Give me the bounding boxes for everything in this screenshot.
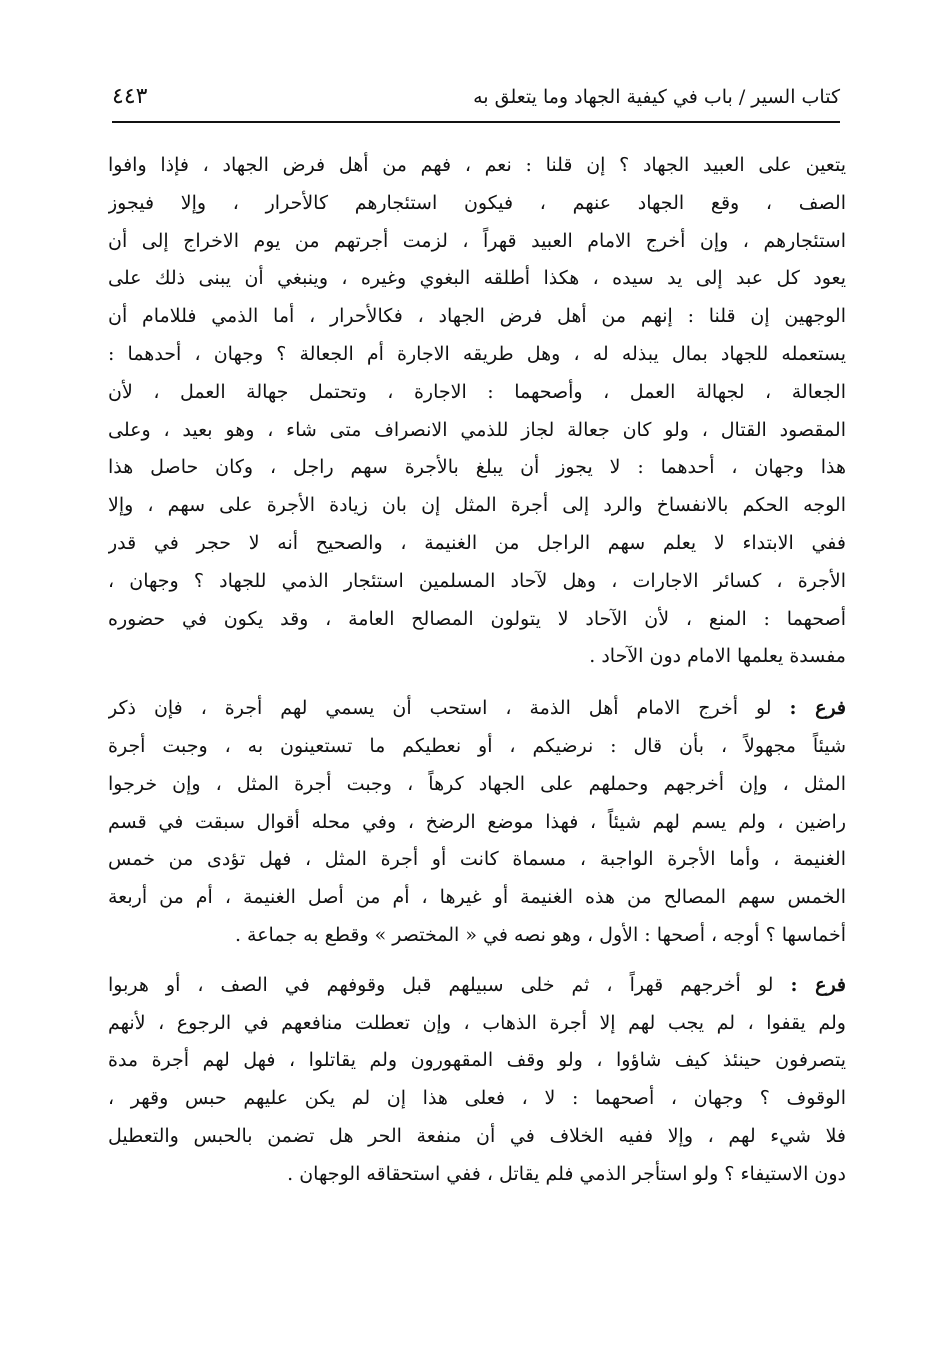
text-line: يستعمله للجهاد بمال يبذله له ، وهل طريقه الاجارة أم الجعالة ؟ وجهان ، أحدهما : xyxy=(108,342,846,365)
text-line: الصف ، وقع الجهاد عنهم ، فيكون استئجارهم كالأحرار ، وإلا فيجوز xyxy=(108,191,846,214)
text-segment: لو أخرجهم قهراً ، ثم خلى سبيلهم قبل وقوفهم في الصف ، أو هربوا xyxy=(108,973,774,996)
header-rule xyxy=(112,121,840,123)
paragraph-far-1 xyxy=(108,690,846,955)
text-line: راضين ، ولم يسم لهم شيئاً ، فهذا موضع الرضخ ، وفي محله أقوال سبقت في قسم xyxy=(108,810,846,833)
text-segment: لو أخرج الامام أهل الذمة ، استحب أن يسمي لهم أجرة ، فإن ذكر xyxy=(108,697,772,720)
text-line: مفسدة يعلمها الامام دون الآحاد . xyxy=(589,645,846,668)
running-title: كتاب السير / باب في كيفية الجهاد وما يتعلق به xyxy=(473,86,840,108)
text-line: الوقوف ؟ وجهان ، أصحهما : لا ، فعلى هذا إن لم يكن عليهم حبس وقهر ، xyxy=(108,1087,846,1110)
text-line: الوجهين إن قلنا : إنهم من أهل فرض الجهاد ، فكالأحرار ، أما الذمي فللامام أن xyxy=(108,305,846,328)
text-line: يتصرفون حينئذ كيف شاؤوا ، ولو وقف المقهورون ولم يقاتلوا ، فهل لهم أجرة مدة xyxy=(108,1049,846,1072)
text-line: ففي الابتداء لا يعلم سهم الراجل من الغنيمة ، والصحيح أنه لا حجر في قدر xyxy=(108,531,846,554)
text-line: أصحهما : المنع ، لأن الآحاد لا يتولون المصالح العامة ، وقد يكون في حضوره xyxy=(108,607,846,630)
page-body xyxy=(108,147,846,1194)
text-line xyxy=(108,690,846,728)
text-line: يتعين على العبيد الجهاد ؟ إن قلنا : نعم ، فهم من أهل فرض الجهاد ، فإذا وافوا xyxy=(108,154,846,176)
text-line: هذا وجهان ، أحدهما : لا يجوز أن يبلغ بالأجرة سهم راجل ، وكان حاصل هذا xyxy=(108,456,846,479)
page-header xyxy=(112,84,840,120)
text-line: الأجرة ، كسائر الاجارات ، وهل لآحاد المسلمين استئجار الذمي للجهاد ؟ وجهان ، xyxy=(108,569,846,592)
text-line: فلا شيء لهم ، وإلا ففيه الخلاف في أن منفعة الحر هل تضمن بالحبس والتعطيل xyxy=(108,1124,846,1147)
far-label: فرع : xyxy=(790,973,846,996)
text-line: الغنيمة ، وأما الأجرة الواجبة ، مسماة كانت أو أجرة المثل ، فهل تؤدى من خمس xyxy=(108,848,846,871)
text-line: المثل ، وإن أخرجهم وحملهم على الجهاد كرهاً ، وجبت أجرة المثل ، وإن خرجوا xyxy=(108,772,846,795)
text-line: دون الاستيفاء ؟ ولو استأجر الذمي فلم يقاتل ، ففي استحقاقه الوجهان . xyxy=(287,1162,846,1185)
text-line: يعود كل عبد إلى يد سيده ، هكذا أطلقه البغوي وغيره ، وينبغي أن يبنى ذلك على xyxy=(108,267,846,290)
text-line xyxy=(108,967,846,1005)
text-line: الخمس سهم المصالح من هذه الغنيمة أو غيرها ، أم من أصل الغنيمة ، أم من أربعة xyxy=(108,886,846,909)
text-line: الجعالة ، لجهالة العمل ، وأصحهما : الاجارة ، وتحتمل جهالة العمل ، لأن xyxy=(108,380,846,403)
page-number: ٤٤٣ xyxy=(112,84,148,109)
paragraph-far-2 xyxy=(108,967,846,1194)
text-line: المقصود القتال ، ولو كان جعالة لجاز للذمي الانصراف متى شاء ، وهو بعيد ، وعلى xyxy=(108,418,846,441)
text-line: استئجارهم ، وإن أخرج الامام العبيد قهراً ، لزمت أجرتهم من يوم الاخراج إلى أن xyxy=(108,229,846,252)
text-line: أخماسها ؟ أوجه ، أصحها : الأول ، وهو نصه في « المختصر » وقطع به جماعة . xyxy=(234,923,846,946)
text-line: شيئاً مجهولاً ، بأن قال : نرضيكم ، أو نعطيكم ما تستعينون به ، وجبت أجرة xyxy=(108,734,846,757)
text-line: الوجه الحكم بالانفساخ والرد إلى أجرة المثل إن بان زيادة الأجرة على سهم ، وإلا xyxy=(108,494,846,517)
far-label: فرع : xyxy=(789,697,846,720)
text-line: ولم يقفوا ، لم يجب لهم إلا أجرة الذهاب ، وإن تعطلت منافعهم في الرجوع ، لأنهم xyxy=(108,1011,846,1034)
paragraph-1 xyxy=(108,147,846,676)
